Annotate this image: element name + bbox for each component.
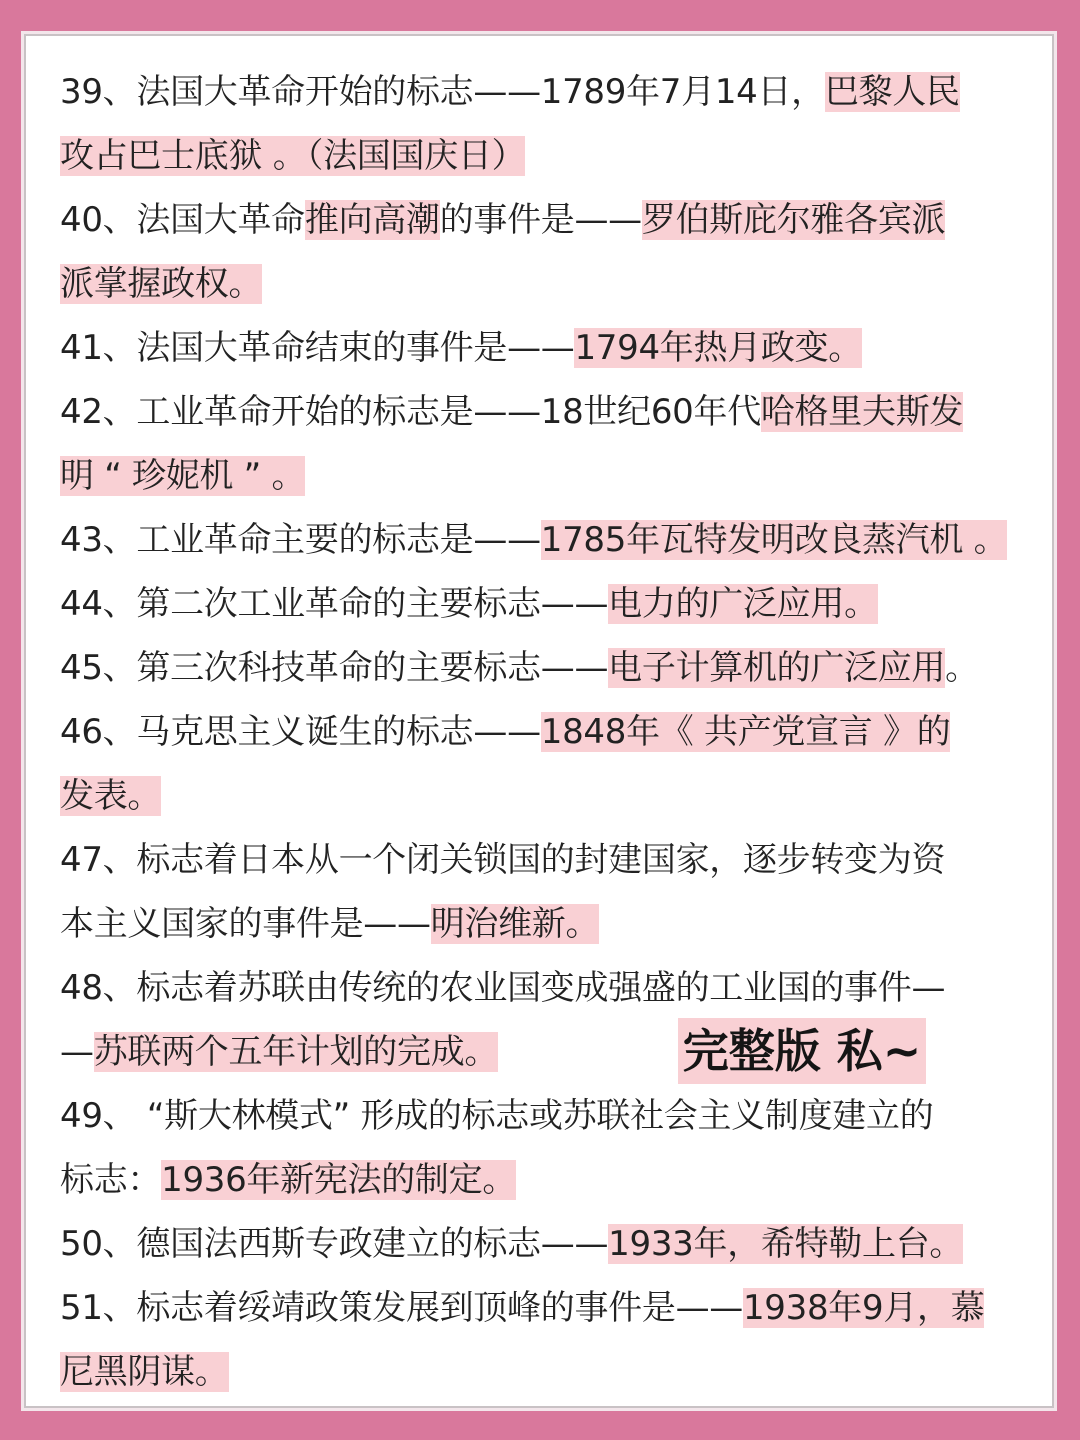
item-40-highlight-mid: 推向高潮 bbox=[304, 200, 440, 240]
item-51-highlight: 1938年9月，慕 bbox=[742, 1288, 985, 1328]
item-47-text-cont: 本主义国家的事件是—— bbox=[60, 904, 431, 944]
item-45-highlight: 电子计算机的广泛应用 bbox=[608, 648, 946, 688]
item-42-highlight: 哈格里夫斯发 bbox=[760, 392, 964, 432]
item-49-line-1 bbox=[60, 1092, 933, 1140]
item-50-text: 50、德国法西斯专政建立的标志—— bbox=[60, 1224, 609, 1264]
item-49-text: 49、 “斯大林模式” 形成的标志或苏联社会主义制度建立的 bbox=[60, 1096, 934, 1136]
item-41-highlight: 1794年热月政变。 bbox=[574, 328, 862, 368]
item-47-line-1 bbox=[60, 836, 945, 884]
item-48-text-cont: — bbox=[60, 1032, 94, 1072]
item-48-highlight: 苏联两个五年计划的完成。 bbox=[93, 1032, 499, 1072]
item-39-highlight-cont: 攻占巴士底狱 。（法国国庆日） bbox=[60, 136, 526, 176]
item-49-line-2 bbox=[60, 1156, 516, 1204]
item-46-line-1 bbox=[60, 708, 950, 756]
item-43-text: 43、工业革命主要的标志是—— bbox=[60, 520, 541, 560]
item-39-line-1 bbox=[60, 68, 960, 116]
item-47-highlight: 明治维新。 bbox=[430, 904, 600, 944]
item-46-highlight: 1848年《 共产党宣言 》的 bbox=[540, 712, 951, 752]
item-51-text: 51、标志着绥靖政策发展到顶峰的事件是—— bbox=[60, 1288, 743, 1328]
item-44-line-1 bbox=[60, 580, 878, 628]
item-49-highlight: 1936年新宪法的制定。 bbox=[161, 1160, 517, 1200]
item-46-highlight-cont: 发表。 bbox=[60, 776, 162, 816]
item-42-highlight-cont: 明 “ 珍妮机 ” 。 bbox=[60, 456, 306, 496]
item-46-text: 46、马克思主义诞生的标志—— bbox=[60, 712, 541, 752]
item-49-text-cont: 标志： bbox=[60, 1160, 162, 1200]
item-50-line-1 bbox=[60, 1220, 963, 1268]
item-44-highlight: 电力的广泛应用。 bbox=[608, 584, 878, 624]
item-42-line-2 bbox=[60, 452, 305, 500]
item-40-line-1 bbox=[60, 196, 945, 244]
item-47-line-2 bbox=[60, 900, 599, 948]
item-51-line-1 bbox=[60, 1284, 984, 1332]
item-47-text: 47、标志着日本从一个闭关锁国的封建国家，逐步转变为资 bbox=[60, 840, 946, 880]
watermark-label: 完整版 私~ bbox=[678, 1018, 926, 1084]
item-39-highlight: 巴黎人民 bbox=[824, 72, 960, 112]
item-48-line-1 bbox=[60, 964, 945, 1012]
item-45-line-1 bbox=[60, 644, 979, 692]
item-43-line-1 bbox=[60, 516, 1007, 564]
item-39-line-2 bbox=[60, 132, 525, 180]
item-42-text: 42、工业革命开始的标志是——18世纪60年代 bbox=[60, 392, 761, 432]
item-43-highlight: 1785年瓦特发明改良蒸汽机 。 bbox=[540, 520, 1008, 560]
item-40-text-mid: 的事件是—— bbox=[439, 200, 642, 240]
item-46-line-2 bbox=[60, 772, 161, 820]
item-50-highlight: 1933年，希特勒上台。 bbox=[608, 1224, 964, 1264]
item-48-line-2 bbox=[60, 1028, 498, 1076]
item-40-highlight-cont: 派掌握政权。 bbox=[60, 264, 263, 304]
item-42-line-1 bbox=[60, 388, 963, 436]
item-45-text: 45、第三次科技革命的主要标志—— bbox=[60, 648, 609, 688]
item-41-text: 41、法国大革命结束的事件是—— bbox=[60, 328, 575, 368]
item-51-highlight-cont: 尼黑阴谋。 bbox=[60, 1352, 229, 1392]
item-41-line-1 bbox=[60, 324, 862, 372]
item-44-text: 44、第二次工业革命的主要标志—— bbox=[60, 584, 609, 624]
item-45-text-end: 。 bbox=[945, 648, 979, 688]
item-40-line-2 bbox=[60, 260, 262, 308]
item-48-text: 48、标志着苏联由传统的农业国变成强盛的工业国的事件— bbox=[60, 968, 946, 1008]
item-39-text: 39、法国大革命开始的标志——1789年7月14日， bbox=[60, 72, 825, 112]
item-40-highlight: 罗伯斯庇尔雅各宾派 bbox=[641, 200, 946, 240]
item-51-line-2 bbox=[60, 1348, 229, 1396]
item-40-text: 40、法国大革命 bbox=[60, 200, 305, 240]
